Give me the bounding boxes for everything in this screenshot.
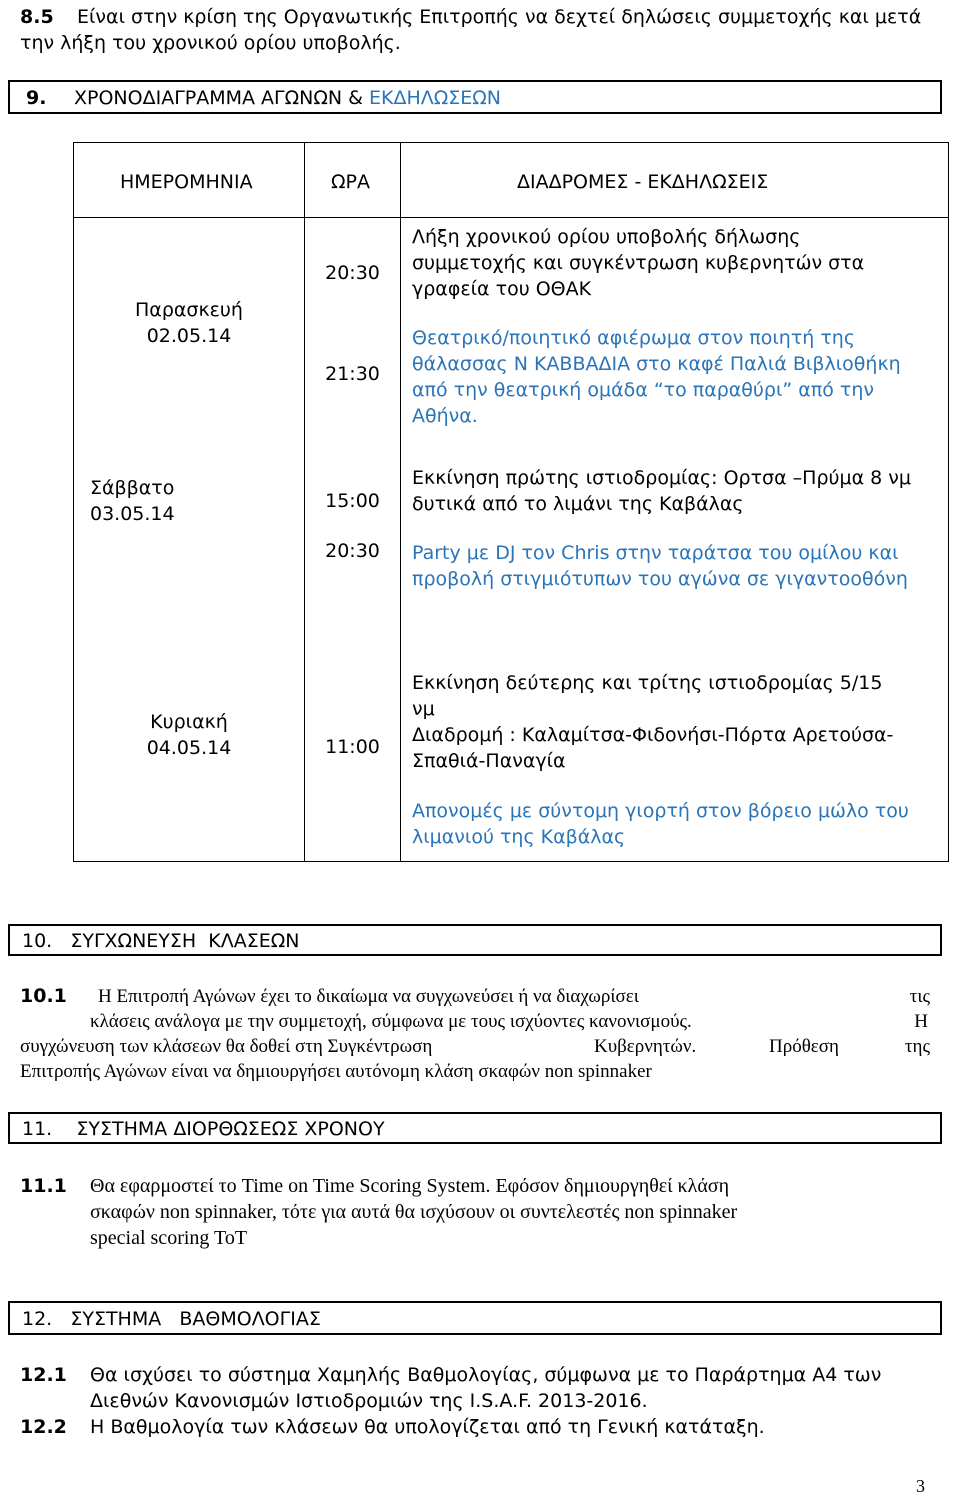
section-12-paragraph	[20, 1362, 930, 1440]
friday-event-1-line: Λήξη χρονικού ορίου υποβολής δήλωσης	[412, 226, 801, 248]
friday-time-2: 21:30	[325, 363, 380, 385]
friday-day: Παρασκευή	[135, 299, 243, 321]
friday-event-1-line: γραφεία του ΟΘΑΚ	[412, 278, 592, 300]
section-12-2-number: 12.2	[20, 1416, 67, 1438]
saturday-event-2-line: προβολή στιγμιότυπων του αγώνα σε γιγαντοοθόνη	[412, 568, 908, 590]
section-10-line-3c: Πρόθεση	[769, 1036, 839, 1057]
sunday-time-1: 11:00	[325, 736, 380, 758]
friday-event-2-line: Αθήνα.	[412, 405, 478, 427]
section-10-line-3d: της	[904, 1036, 930, 1057]
sunday-event-1-line: νμ	[412, 698, 435, 720]
section-9-title-part-b: ΕΚΔΗΛΩΣΕΩΝ	[369, 87, 502, 109]
section-12-2-line: Η Βαθμολογία των κλάσεων θα υπολογίζεται από τη Γενική κατάταξη.	[90, 1416, 765, 1438]
section-11-header	[8, 1112, 942, 1144]
section-12-1-number: 12.1	[20, 1364, 67, 1386]
sunday-event-2	[412, 798, 909, 850]
page-number: 3	[916, 1476, 925, 1496]
saturday-date-value: 03.05.14	[90, 503, 175, 525]
saturday-time-2: 20:30	[325, 540, 380, 562]
header-date-cell	[73, 142, 305, 218]
section-10-line-2: κλάσεις ανάλογα με την συμμετοχή, σύμφωνα με τους ισχύοντες κανονισμούς.	[90, 1011, 692, 1032]
section-12-header	[8, 1301, 942, 1335]
sunday-event-2-line: λιμανιού της Καβάλας	[412, 826, 626, 848]
section-11-line-2: σκαφών non spinnaker, τότε για αυτά θα ισχύσουν οι συντελεστές non spinnaker	[90, 1201, 738, 1223]
section-10-line-4: Επιτροπής Αγώνων είναι να δημιουργήσει αυτόνομη κλάση σκαφών non spinnaker	[20, 1061, 652, 1082]
sunday-event-1-line: Σπαθιά-Παναγία	[412, 750, 566, 772]
friday-date	[73, 297, 305, 349]
sunday-event-1-line: Εκκίνηση δεύτερης και τρίτης ιστιοδρομίας 5/15	[412, 672, 883, 694]
section-11-1-number: 11.1	[20, 1175, 67, 1197]
section-9-header	[8, 80, 942, 114]
sunday-event-2-line: Απονομές με σύντομη γιορτή στον βόρειο μώλο του	[412, 800, 909, 822]
friday-event-1	[412, 224, 864, 302]
section-11-line-3: special scoring ToT	[90, 1227, 248, 1249]
section-12-1-line-1: Θα ισχύσει το σύστημα Χαμηλής Βαθμολογίας, σύμφωνα με το Παράρτημα Α4 των	[90, 1364, 882, 1386]
section-10-line-3b: Κυβερνητών.	[594, 1036, 697, 1057]
friday-event-2-line: θάλασσας Ν ΚΑΒΒΑΔΙΑ στο καφέ Παλιά Βιβλιοθήκη	[412, 353, 901, 375]
sunday-event-1-line: Διαδρομή : Καλαμίτσα-Φιδονήσι-Πόρτα Αρετούσα-	[412, 724, 894, 746]
section-10-line-1-end: τις	[909, 986, 930, 1007]
section-11-title: 11. ΣΥΣΤΗΜΑ ΔΙΟΡΘΩΣΕΩΣ ΧΡΟΝΟΥ	[22, 1118, 385, 1140]
intro-number: 8.5	[20, 6, 54, 28]
section-12-1-line-2: Διεθνών Κανονισμών Ιστιοδρομιών της I.S.A.F. 2013-2016.	[90, 1390, 648, 1412]
header-time-cell	[304, 142, 401, 218]
saturday-time-1: 15:00	[325, 490, 380, 512]
section-10-paragraph	[20, 984, 930, 1084]
section-11-line-1: Θα εφαρμοστεί το Time on Time Scoring System. Εφόσον δημιουργηθεί κλάση	[90, 1175, 730, 1197]
header-events-cell	[400, 142, 949, 218]
section-10-title: 10. ΣΥΓΧΩΝΕΥΣΗ ΚΛΑΣΕΩΝ	[22, 930, 300, 952]
section-11-paragraph	[20, 1173, 930, 1251]
intro-line-2: την λήξη του χρονικού ορίου υποβολής.	[20, 32, 401, 54]
section-10-line-1: Η Επιτροπή Αγώνων έχει το δικαίωμα να συγχωνεύσει ή να διαχωρίσει	[98, 986, 639, 1007]
friday-event-2-line: από την θεατρική ομάδα “το παραθύρι” από την	[412, 379, 875, 401]
friday-event-2	[412, 325, 901, 429]
section-9-number: 9.	[26, 87, 47, 109]
friday-date-value: 02.05.14	[146, 325, 232, 347]
saturday-event-1	[412, 465, 911, 517]
section-10-line-2-end: Η	[914, 1011, 928, 1032]
header-date: ΗΜΕΡΟΜΗΝΙΑ	[120, 171, 253, 193]
section-9-title-part-a: ΧΡΟΝΟΔΙΑΓΡΑΜΜΑ ΑΓΩΝΩΝ &	[74, 87, 370, 109]
header-events: ΔΙΑΔΡΟΜΕΣ - ΕΚΔΗΛΩΣΕΙΣ	[517, 171, 769, 193]
sunday-event-1	[412, 670, 893, 774]
section-10-1-number: 10.1	[20, 985, 67, 1007]
intro-line-1: Είναι στην κρίση της Οργανωτικής Επιτροπής να δεχτεί δηλώσεις συμμετοχής και μετά	[77, 6, 922, 28]
sunday-date-value: 04.05.14	[146, 737, 232, 759]
saturday-event-2	[412, 540, 908, 592]
saturday-event-1-line: Εκκίνηση πρώτης ιστιοδρομίας: Ορτσα –Πρύμα 8 νμ	[412, 467, 911, 489]
sunday-date	[73, 709, 305, 761]
saturday-day: Σάββατο	[90, 477, 175, 499]
section-10-line-3a: συγχώνευση των κλάσεων θα δοθεί στη Συγκέντρωση	[20, 1036, 433, 1057]
saturday-date	[90, 475, 290, 527]
saturday-event-1-line: δυτικά από το λιμάνι της Καβάλας	[412, 493, 744, 515]
friday-event-2-line: Θεατρικό/ποιητικό αφιέρωμα στον ποιητή της	[412, 327, 855, 349]
saturday-event-2-line: Party με DJ τον Chris στην ταράτσα του ομίλου και	[412, 542, 899, 564]
section-12-title: 12. ΣΥΣΤΗΜΑ ΒΑΘΜΟΛΟΓΙΑΣ	[22, 1308, 321, 1330]
section-10-header	[8, 924, 942, 956]
header-time: ΩΡΑ	[331, 171, 370, 193]
friday-time-1: 20:30	[325, 262, 380, 284]
section-9-title	[74, 87, 501, 109]
sunday-day: Κυριακή	[150, 711, 228, 733]
friday-event-1-line: συμμετοχής και συγκέντρωση κυβερνητών στα	[412, 252, 865, 274]
